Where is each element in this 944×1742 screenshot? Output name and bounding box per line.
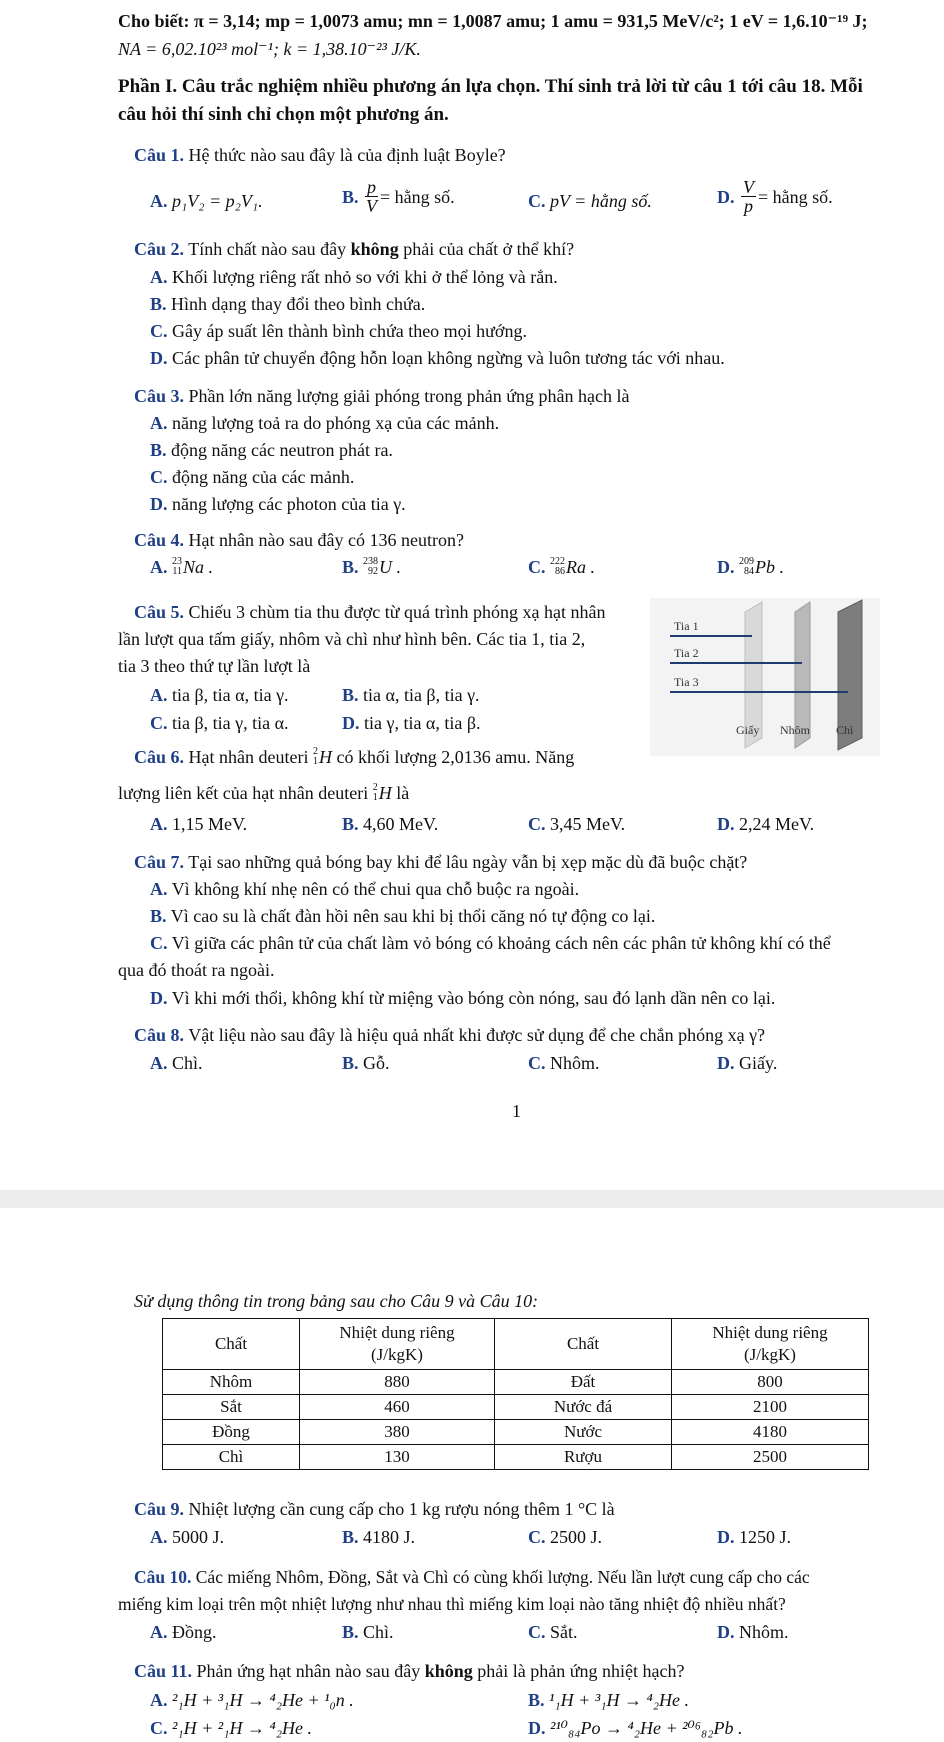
table-cell: Chì (163, 1445, 300, 1470)
table-cell: Nhôm (163, 1370, 300, 1395)
paper-label: Giấy (736, 723, 760, 737)
table-header-row (163, 1319, 869, 1370)
ray-2-label: Tia 2 (674, 646, 699, 660)
q9-option-a[interactable]: A. 5000 J. (150, 1527, 225, 1547)
q8-option-c[interactable]: C. Nhôm. (528, 1053, 600, 1073)
q4-option-c[interactable]: C. 222 86 Ra . (528, 556, 595, 577)
table-cell: Rượu (495, 1445, 672, 1470)
q11-option-b[interactable]: B. ¹₁H + ³₁H → ⁴₂He . (528, 1690, 689, 1710)
q9-option-c[interactable]: C. 2500 J. (528, 1527, 603, 1547)
question-5-line-1: Câu 5. Chiếu 3 chùm tia thu được từ quá trình phóng xạ hạt nhân (134, 602, 606, 622)
q4-option-a[interactable]: A. 23 11 Na . (150, 556, 214, 577)
question-5-line-3: tia 3 theo thứ tự lần lượt là (118, 656, 311, 676)
header-substance-1: Chất (163, 1319, 300, 1370)
header-specific-heat-1: Nhiệt dung riêng (J/kgK) (300, 1319, 495, 1370)
table-row (163, 1445, 869, 1470)
question-1: Câu 1. Hệ thức nào sau đây là của định luật Boyle? (134, 145, 506, 165)
given-constants-line-1: Cho biết: π = 3,14; mp = 1,0073 amu; mn = 1,0087 amu; 1 amu = 931,5 MeV/c²; 1 eV = 1,6.10⁻¹⁹ J; (118, 11, 868, 31)
q3-option-c[interactable]: C. động năng của các mảnh. (150, 467, 355, 487)
q9-option-d[interactable]: D. 1250 J. (717, 1527, 792, 1547)
specific-heat-table (162, 1318, 869, 1470)
q3-option-d[interactable]: D. năng lượng các photon của tia γ. (150, 494, 406, 514)
q10-option-b[interactable]: B. Chì. (342, 1622, 394, 1642)
q11-option-c[interactable]: C. ²₁H + ²₁H → ⁴₂He . (150, 1718, 312, 1738)
q5-option-a[interactable]: A. tia β, tia α, tia γ. (150, 685, 289, 705)
q1-option-c[interactable]: C. pV = hằng số. (528, 191, 652, 211)
part-title-line-1: Phần I. Câu trắc nghiệm nhiều phương án lựa chọn. Thí sinh trả lời từ câu 1 tới câu 18. Mỗi (118, 76, 863, 97)
part-title-line-2: câu hỏi thí sinh chỉ chọn một phương án. (118, 104, 449, 125)
page-separator (0, 1190, 944, 1208)
question-2: Câu 2. Tính chất nào sau đây không phải của chất ở thể khí? (134, 239, 575, 259)
radiation-penetration-figure (650, 598, 880, 756)
q8-option-d[interactable]: D. Giấy. (717, 1053, 778, 1073)
question-9: Câu 9. Nhiệt lượng cần cung cấp cho 1 kg rượu nóng thêm 1 °C là (134, 1499, 615, 1519)
table-cell: 2500 (672, 1445, 869, 1470)
q5-option-c[interactable]: C. tia β, tia γ, tia α. (150, 713, 289, 733)
q7-option-b[interactable]: B. Vì cao su là chất đàn hồi nên sau khi bị thổi căng nó tự động co lại. (150, 906, 656, 926)
page-2 (0, 1208, 944, 1742)
q5-option-d[interactable]: D. tia γ, tia α, tia β. (342, 713, 481, 733)
header-specific-heat-2: Nhiệt dung riêng (J/kgK) (672, 1319, 869, 1370)
question-5-line-2: lần lượt qua tấm giấy, nhôm và chì như hình bên. Các tia 1, tia 2, (118, 629, 586, 649)
question-11: Câu 11. Phản ứng hạt nhân nào sau đây không phải là phản ứng nhiệt hạch? (134, 1661, 685, 1681)
table-cell: Nước (495, 1420, 672, 1445)
q2-option-d[interactable]: D. Các phân tử chuyển động hỗn loạn không ngừng và luôn tương tác với nhau. (150, 348, 725, 368)
question-4: Câu 4. Hạt nhân nào sau đây có 136 neutron? (134, 530, 464, 550)
aluminum-label: Nhôm (780, 723, 810, 737)
question-3: Câu 3. Phần lớn năng lượng giải phóng trong phản ứng phân hạch là (134, 386, 630, 406)
q8-option-a[interactable]: A. Chì. (150, 1053, 203, 1073)
q8-option-b[interactable]: B. Gỗ. (342, 1053, 390, 1073)
question-10-line-2: miếng kim loại trên một nhiệt lượng như nhau thì miếng kim loại nào tăng nhiệt độ nhiều nhất? (118, 1594, 786, 1614)
q1-option-a[interactable]: A. p₁V₂ = p₂V₁. (150, 191, 263, 211)
q6-option-b[interactable]: B. 4,60 MeV. (342, 814, 439, 834)
table-cell: 380 (300, 1420, 495, 1445)
question-7: Câu 7. Tại sao những quả bóng bay khi để lâu ngày vẫn bị xẹp mặc dù đã buộc chặt? (134, 852, 748, 872)
table-row (163, 1395, 869, 1420)
table-row (163, 1370, 869, 1395)
header-substance-2: Chất (495, 1319, 672, 1370)
q1-option-d[interactable]: D. $\frac{V}{p}$ = hằng số. (717, 177, 833, 216)
table-cell: Đất (495, 1370, 672, 1395)
question-6-line-2: lượng liên kết của hạt nhân deuteri 2 1 H là (118, 782, 410, 803)
ray-1-label: Tia 1 (674, 619, 699, 633)
q2-option-a[interactable]: A. Khối lượng riêng rất nhỏ so với khi ở thể lỏng và rắn. (150, 267, 558, 287)
q1-option-b[interactable]: B. $\frac{p}{V}$ = hằng số. (342, 177, 455, 216)
table-intro: Sử dụng thông tin trong bảng sau cho Câu 9 và Câu 10: (134, 1291, 539, 1311)
table-cell: 800 (672, 1370, 869, 1395)
q3-option-a[interactable]: A. năng lượng toả ra do phóng xạ của các mảnh. (150, 413, 500, 433)
table-cell: 4180 (672, 1420, 869, 1445)
page-number: 1 (512, 1101, 521, 1121)
table-cell: 460 (300, 1395, 495, 1420)
table-cell: Đồng (163, 1420, 300, 1445)
q6-option-d[interactable]: D. 2,24 MeV. (717, 814, 815, 834)
q6-option-c[interactable]: C. 3,45 MeV. (528, 814, 626, 834)
table-cell: 130 (300, 1445, 495, 1470)
table-cell: Nước đá (495, 1395, 672, 1420)
lead-label: Chì (836, 723, 854, 737)
table-cell: Sắt (163, 1395, 300, 1420)
q5-option-b[interactable]: B. tia α, tia β, tia γ. (342, 685, 480, 705)
q3-option-b[interactable]: B. động năng các neutron phát ra. (150, 440, 393, 460)
table-cell: 880 (300, 1370, 495, 1395)
q10-option-c[interactable]: C. Sắt. (528, 1622, 578, 1642)
q7-option-a[interactable]: A. Vì không khí nhẹ nên có thể chui qua chỗ buộc ra ngoài. (150, 879, 580, 899)
q11-option-d[interactable]: D. ²¹⁰₈₄Po → ⁴₂He + ²⁰⁶₈₂Pb . (528, 1718, 743, 1738)
q4-option-b[interactable]: B. 238 92 U . (342, 556, 402, 577)
q2-option-b[interactable]: B. Hình dạng thay đổi theo bình chứa. (150, 294, 426, 314)
q10-option-a[interactable]: A. Đồng. (150, 1622, 217, 1642)
q11-option-a[interactable]: A. ²₁H + ³₁H → ⁴₂He + ¹₀n . (150, 1690, 354, 1710)
q7-option-c-continued: qua đó thoát ra ngoài. (118, 960, 275, 980)
q2-option-c[interactable]: C. Gây áp suất lên thành bình chứa theo mọi hướng. (150, 321, 527, 341)
given-constants-line-2: NA = 6,02.10²³ mol⁻¹; k = 1,38.10⁻²³ J/K. (118, 39, 421, 59)
q7-option-d[interactable]: D. Vì khi mới thổi, không khí từ miệng vào bóng còn nóng, sau đó lạnh dần nên co lại. (150, 988, 776, 1008)
question-6-line-1: Câu 6. Hạt nhân deuteri 2 1 H có khối lượng 2,0136 amu. Năng (134, 746, 575, 767)
q10-option-d[interactable]: D. Nhôm. (717, 1622, 789, 1642)
q6-option-a[interactable]: A. 1,15 MeV. (150, 814, 248, 834)
table-row (163, 1420, 869, 1445)
question-8: Câu 8. Vật liệu nào sau đây là hiệu quả nhất khi được sử dụng để che chắn phóng xạ γ? (134, 1025, 766, 1045)
question-10-line-1: Câu 10. Các miếng Nhôm, Đồng, Sắt và Chì có cùng khối lượng. Nếu lần lượt cung cấp cho các (134, 1567, 810, 1587)
table-cell: 2100 (672, 1395, 869, 1420)
q4-option-d[interactable]: D. 209 84 Pb . (717, 556, 784, 577)
q9-option-b[interactable]: B. 4180 J. (342, 1527, 416, 1547)
q7-option-c[interactable]: C. Vì giữa các phân tử của chất làm vỏ bóng có khoảng cách nên các phân tử không khí có thể (150, 933, 831, 953)
ray-3-label: Tia 3 (674, 675, 699, 689)
